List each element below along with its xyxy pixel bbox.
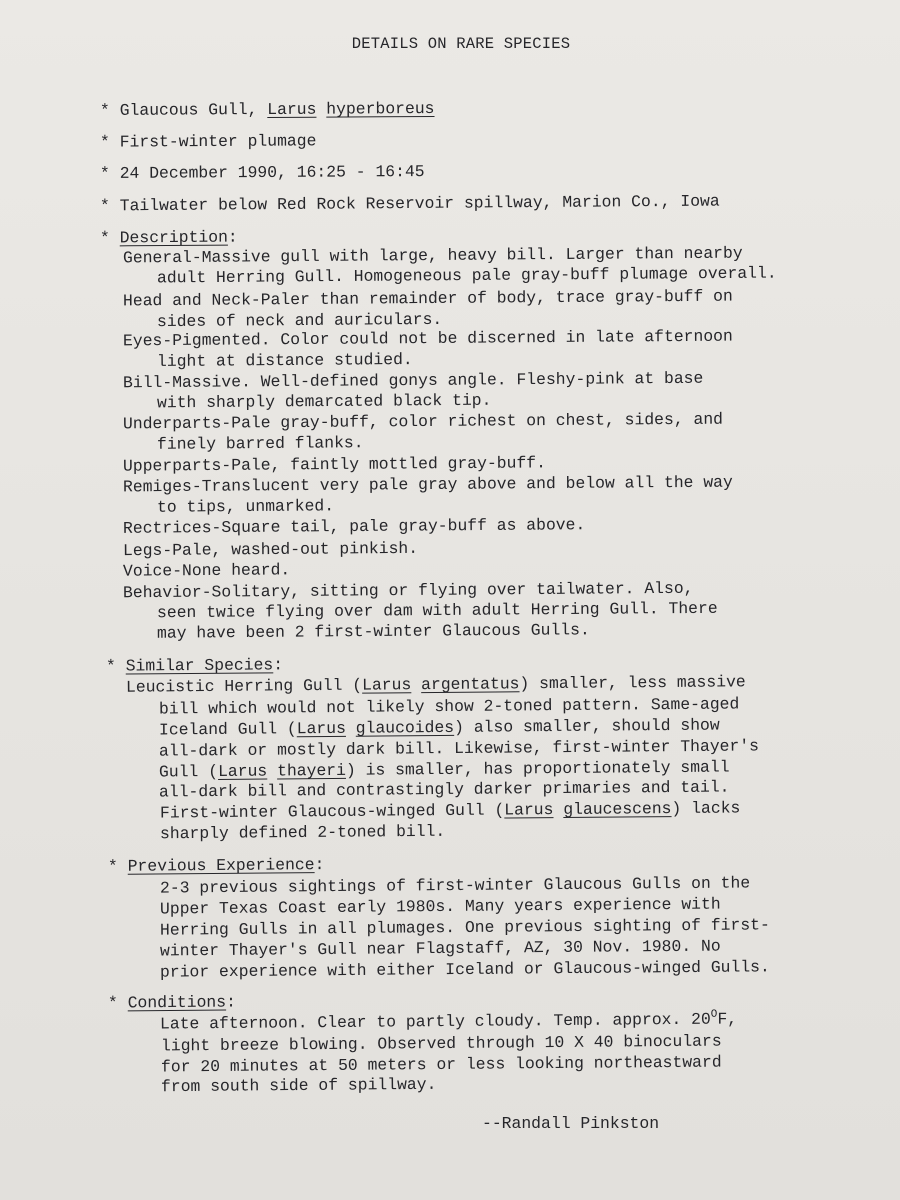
plumage: First-winter plumage	[119, 131, 317, 152]
description-line: Behavior-Solitary, sitting or flying over tailwater. Also,	[122, 578, 694, 603]
scientific-genus: Larus	[296, 718, 346, 739]
bullet: *	[99, 100, 110, 121]
bullet: *	[99, 196, 110, 216]
similar-species-line: Gull (Larus thayeri) is smaller, has proportionately small	[158, 757, 730, 782]
conditions-heading-line: * Conditions:	[107, 992, 236, 1013]
experience-line: prior experience with either Iceland or Glaucous-winged Gulls.	[159, 957, 770, 982]
bullet: *	[99, 228, 110, 248]
species-common-name: Glaucous Gull,	[119, 100, 258, 120]
description-line: Rectrices-Square tail, pale gray-buff as above.	[122, 515, 586, 538]
species-line	[100, 99, 435, 121]
date-time: 24 December 1990, 16:25 - 16:45	[119, 162, 425, 183]
species-genus: Larus	[267, 99, 317, 119]
description-line: Legs-Pale, washed-out pinkish.	[122, 538, 419, 561]
scientific-epithet: argentatus	[421, 674, 520, 695]
description-heading-line: * Description:	[99, 227, 238, 248]
description-line: Upperparts-Pale, faintly mottled gray-buff.	[122, 453, 547, 476]
bullet: *	[105, 656, 116, 676]
bullet: *	[99, 132, 110, 152]
scientific-genus: Larus	[361, 675, 412, 695]
description-line: adult Herring Gull. Homogeneous pale gray-buff plumage overall.	[156, 263, 777, 288]
description-line: Eyes-Pigmented. Color could not be discerned in late afternoon	[122, 326, 733, 351]
bullet: *	[107, 856, 118, 876]
similar-species-line: sharply defined 2-toned bill.	[159, 821, 446, 844]
description-line: Remiges-Translucent very pale gray above and below all the way	[122, 472, 733, 497]
scientific-genus: Larus	[217, 761, 268, 781]
conditions-line: for 20 minutes at 50 meters or less looking northeastward	[160, 1052, 722, 1077]
description-line: finely barred flanks.	[156, 433, 364, 454]
similar-species-heading: Similar Species	[125, 655, 274, 676]
species-epithet: hyperboreus	[326, 98, 435, 119]
description-heading: Description	[119, 227, 228, 248]
bullet: *	[107, 993, 118, 1013]
scientific-epithet: thayeri	[276, 760, 347, 781]
conditions-line: from south side of spillway.	[160, 1074, 437, 1097]
description-line: Bill-Massive. Well-defined gonys angle. Fleshy-pink at base	[122, 368, 704, 393]
location-line	[100, 192, 720, 217]
similar-species-heading-line: * Similar Species:	[105, 655, 284, 676]
similar-species-line: all-dark or mostly dark bill. Likewise, first-winter Thayer's	[158, 736, 760, 761]
description-line: Head and Neck-Paler than remainder of body, trace gray-buff on	[122, 286, 733, 311]
similar-species-line: Iceland Gull (Larus glaucoides) also smaller, should show	[158, 715, 720, 740]
similar-species-line: First-winter Glaucous-winged Gull (Larus glaucescens) lacks	[159, 798, 741, 823]
scientific-epithet: glaucescens	[563, 799, 672, 820]
signature: --Randall Pinkston	[482, 1114, 660, 1133]
description-line: may have been 2 first-winter Glaucous Gulls.	[156, 620, 590, 643]
conditions-heading: Conditions	[127, 992, 227, 1013]
similar-species-line: bill which would not likely show 2-toned pattern. Same-aged	[158, 694, 740, 719]
experience-line: 2-3 previous sightings of first-winter Glaucous Gulls on the	[159, 873, 751, 898]
conditions-line: light breeze blowing. Observed through 10 X 40 binoculars	[160, 1031, 722, 1056]
degree-mark: O	[710, 1008, 718, 1021]
description-line: light at distance studied.	[156, 349, 413, 372]
plumage-line	[100, 131, 317, 152]
previous-experience-heading: Previous Experience	[127, 855, 315, 876]
description-line: General-Massive gull with large, heavy bill. Larger than nearby	[122, 243, 743, 268]
similar-species-line: Leucistic Herring Gull (Larus argentatus) smaller, less massive	[125, 672, 746, 697]
conditions-line: Late afternoon. Clear to partly cloudy. Temp. approx. $20^OF$,	[159, 1008, 738, 1034]
scientific-epithet: glaucoides	[355, 717, 455, 738]
description-line: seen twice flying over dam with adult Herring Gull. There	[156, 598, 718, 623]
location: Tailwater below Red Rock Reservoir spillway, Marion Co., Iowa	[119, 191, 720, 216]
description-line: Voice-None heard.	[122, 560, 291, 581]
similar-species-line: all-dark bill and contrastingly darker primaries and tail.	[158, 777, 730, 802]
description-line: Underparts-Pale gray-buff, color richest on chest, sides, and	[122, 409, 724, 434]
document-title: DETAILS ON RARE SPECIES	[351, 35, 571, 53]
experience-line: winter Thayer's Gull near Flagstaff, AZ, 30 Nov. 1980. No	[159, 936, 721, 961]
experience-line: Herring Gulls in all plumages. One previous sighting of first-	[159, 915, 770, 940]
description-line: to tips, unmarked.	[156, 496, 335, 517]
experience-line: Upper Texas Coast early 1980s. Many years experience with	[159, 894, 721, 919]
description-line: with sharply demarcated black tip.	[156, 390, 492, 413]
date-line	[100, 162, 425, 184]
description-line: sides of neck and auriculars.	[156, 309, 443, 332]
previous-experience-heading-line: * Previous Experience:	[107, 855, 325, 876]
scientific-genus: Larus	[504, 800, 554, 820]
bullet: *	[99, 163, 110, 183]
